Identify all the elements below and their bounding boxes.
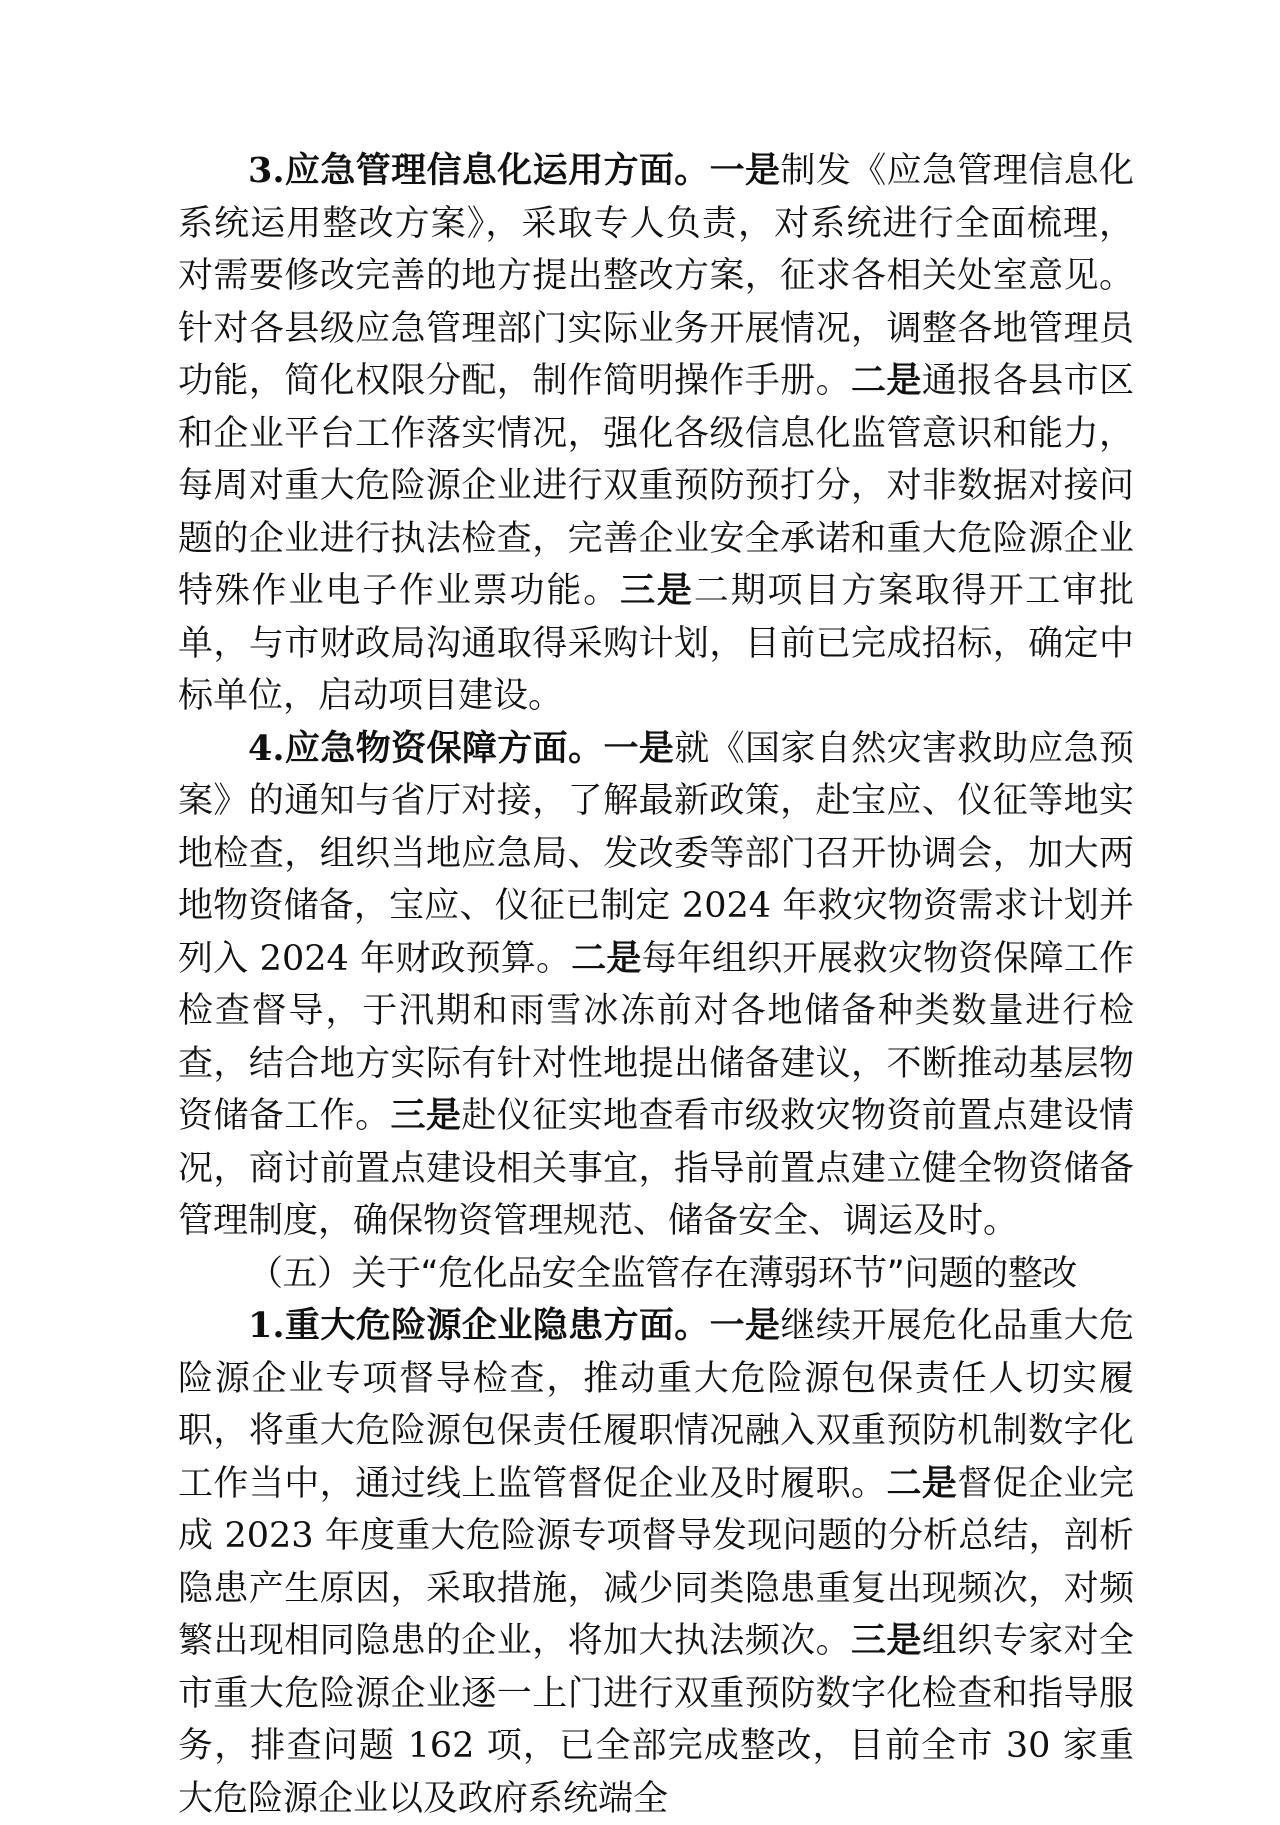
point-label: 二是 [571,937,642,979]
point-label: 二是 [886,1462,958,1504]
point-text: 赴仪征实地查看市级救灾物资前置点建设情况，商讨前置点建设相关事宜，指导前置点建立健全物资储备管理制度，确保物资管理规范、储备安全、调运及时。 [178,1096,1134,1241]
point-text: 继续开展危化品重大危险源企业专项督导检查，推动重大危险源包保责任人切实履职，将重大危险源包保责任履职情况融入双重预防机制数字化工作当中，通过线上监管督促企业及时履职。 [178,1306,1134,1504]
point-text: 二期项目方案取得开工审批单，与市财政局沟通取得采购计划，目前已完成招标，确定中标单位，启动项目建设。 [178,571,1134,716]
section-heading: （五）关于“危化品安全监管存在薄弱环节”问题的整改 [248,1253,1077,1294]
point-text: 督促企业完成 2023 年度重大危险源专项督导发现问题的分析总结，剖析隐患产生原因，采取措施，减少同类隐患重复出现频次，对频繁出现相同隐患的企业，将加大执法频次。 [178,1463,1134,1661]
paragraph-emergency-supplies [178,723,1134,1248]
point-text: 制发《应急管理信息化系统运用整改方案》，采取专人负责，对系统进行全面梳理，对需要修改完善的地方提出整改方案，征求各相关处室意见。针对各县级应急管理部门实际业务开展情况，调整各地管理员功能，简化权限分配，制作简明操作手册。 [178,151,1134,401]
point-label: 三是 [620,570,694,611]
point-text: 每年组织开展救灾物资保障工作检查督导，于汛期和雨雪冰冻前对各地储备种类数量进行检查，结合地方实际有针对性地提出储备建议，不断推动基层物资储备工作。 [178,938,1134,1136]
paragraph-emergency-info [178,145,1134,723]
point-label: 二是 [851,360,922,401]
paragraph-heading: 4.应急物资保障方面。 [248,727,604,769]
point-text: 组织专家对全市重大危险源企业逐一上门进行双重预防数字化检查和指导服务，排查问题 162 项，已全部完成整改，目前全市 30 家重大危险源企业以及政府系统端全 [178,1621,1134,1819]
point-label: 一是 [709,1305,781,1346]
paragraph-major-hazard [178,1300,1134,1825]
point-label: 三是 [390,1095,462,1136]
paragraph-heading: 1.重大危险源企业隐患方面。 [248,1305,710,1346]
point-label: 一是 [709,150,781,191]
point-label: 一是 [603,727,675,769]
point-text: 通报各县市区和企业平台工作落实情况，强化各级信息化监管意识和能力，每周对重大危险源企业进行双重预防预打分，对非数据对接问题的企业进行执法检查，完善企业安全承诺和重大危险源企业特殊作业电子作业票功能。 [178,361,1134,611]
point-label: 三是 [851,1620,922,1661]
document-page [178,145,1134,1825]
point-text: 就《国家自然灾害救助应急预案》的通知与省厅对接，了解最新政策，赴宝应、仪征等地实地检查，组织当地应急局、发改委等部门召开协调会，加大两地物资储备，宝应、仪征已制定 2024 年救灾物资需求计划并列入 2024 年财政预算。 [178,728,1134,979]
paragraph-heading: 3.应急管理信息化运用方面。 [248,150,710,191]
